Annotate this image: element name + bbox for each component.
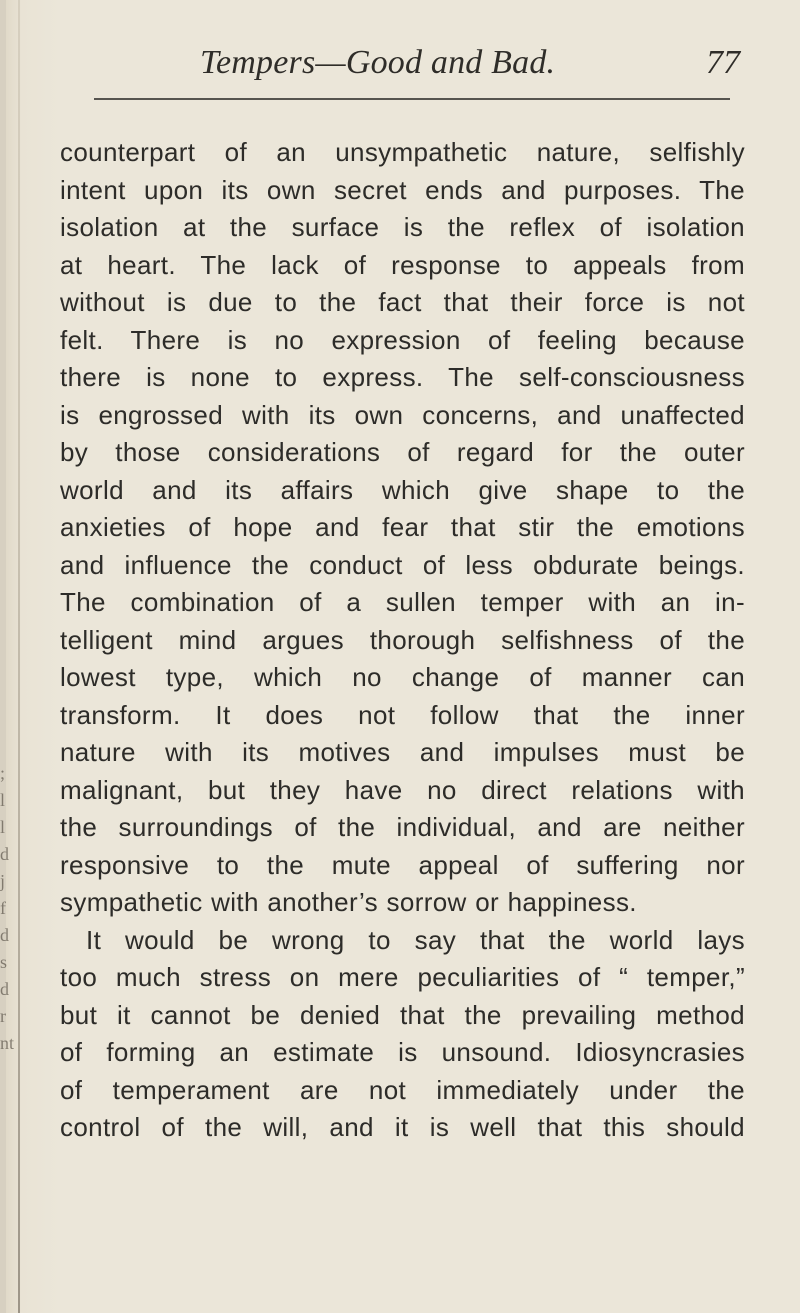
text-line: is engrossed with its own concerns, and unaffected xyxy=(60,399,745,430)
text-line: at heart. The lack of response to appeals from xyxy=(60,249,745,280)
text-line: sympathetic with another’s sorrow or happiness. xyxy=(60,887,637,917)
bleed-fragment: d xyxy=(0,844,9,864)
text-line: intent upon its own secret ends and purposes. The xyxy=(60,174,745,205)
text-line: there is none to express. The self-consciousness xyxy=(60,362,745,392)
bleed-fragment: l xyxy=(0,790,6,810)
text-line: without is due to the fact that their force is not xyxy=(60,287,745,317)
text-line: felt. There is no expression of feeling because xyxy=(60,324,745,355)
text-line: responsive to the mute appeal of suffering nor xyxy=(60,849,745,880)
text-line: by those considerations of regard for the outer xyxy=(60,437,745,467)
text-line: lowest type, which no change of manner can xyxy=(60,662,745,692)
body-text xyxy=(60,134,745,1264)
text-line: nature with its motives and impulses must be xyxy=(60,737,745,767)
text-line: It would be wrong to say that the world lays xyxy=(86,924,745,955)
text-line: telligent mind argues thorough selfishness of the xyxy=(60,624,745,655)
bleed-fragment: f xyxy=(0,898,6,918)
bleed-fragment: ; xyxy=(0,763,6,783)
text-line: too much stress on mere peculiarities of “ temper,” xyxy=(60,962,745,992)
text-line: counterpart of an unsympathetic nature, selfishly xyxy=(60,137,745,167)
text-line: transform. It does not follow that the inner xyxy=(60,699,745,730)
bleed-fragment: r xyxy=(0,1006,6,1026)
bleed-fragment: d xyxy=(0,979,9,999)
running-title: Tempers—Good and Bad. xyxy=(200,44,556,81)
text-line: anxieties of hope and fear that stir the emotions xyxy=(60,512,745,542)
text-line: but it cannot be denied that the prevailing method xyxy=(60,999,745,1030)
text-line: the surroundings of the individual, and are neither xyxy=(60,812,745,842)
text-line: malignant, but they have no direct relations with xyxy=(60,774,745,805)
facing-page-bleed xyxy=(0,760,24,1180)
bleed-fragment: j xyxy=(0,871,6,891)
text-line: of forming an estimate is unsound. Idiosyncrasies xyxy=(60,1037,745,1067)
bleed-fragment: s xyxy=(0,952,8,972)
text-line: control of the will, and it is well that this should xyxy=(60,1112,745,1142)
bleed-fragment: l xyxy=(0,817,6,837)
text-line: of temperament are not immediately under the xyxy=(60,1074,745,1105)
running-header xyxy=(200,40,740,100)
header-rule xyxy=(94,98,730,100)
bleed-fragment: nt xyxy=(0,1033,15,1053)
text-line: and influence the conduct of less obdurate beings. xyxy=(60,549,745,580)
page-number: 77 xyxy=(706,44,740,81)
text-line: The combination of a sullen temper with an in- xyxy=(60,587,745,617)
text-line: isolation at the surface is the reflex of isolation xyxy=(60,212,745,242)
bleed-fragment: d xyxy=(0,925,9,945)
text-line: world and its affairs which give shape to the xyxy=(60,474,745,505)
